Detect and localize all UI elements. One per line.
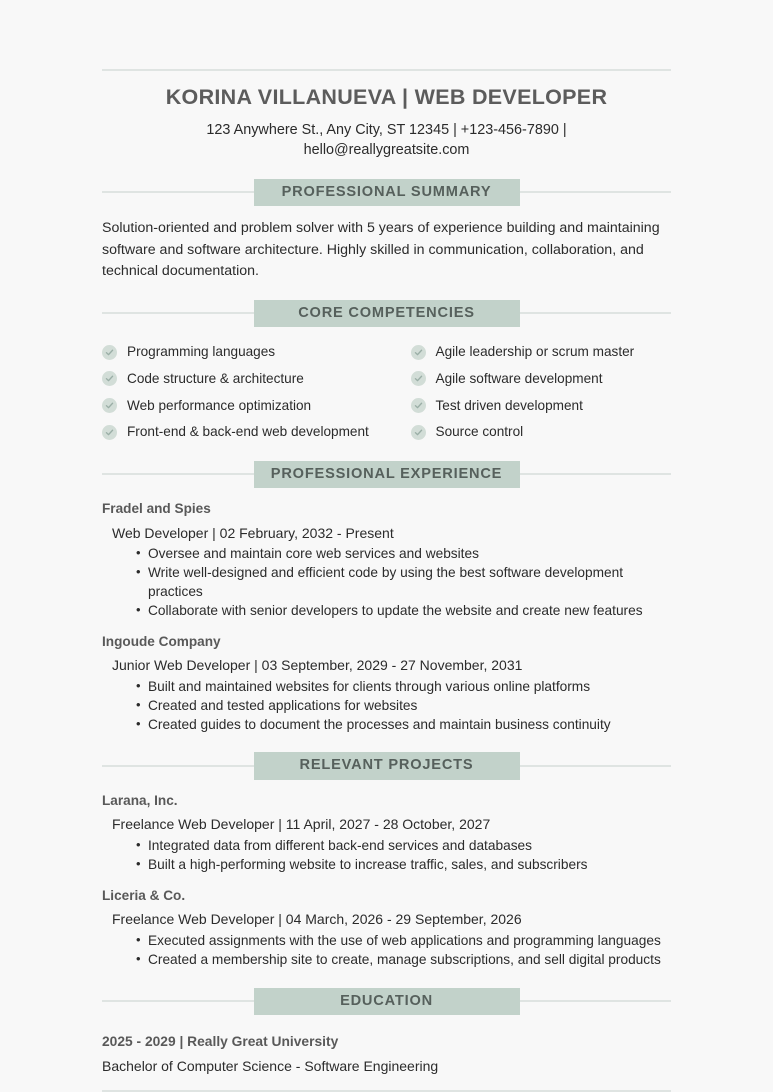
section-header-professional-summary [102, 179, 671, 206]
check-circle-icon [411, 425, 426, 440]
contact-line: 123 Anywhere St., Any City, ST 12345 | +123-456-7890 | hello@reallygreatsite.com [206, 121, 567, 159]
section-header-professional-experience [102, 461, 671, 488]
section-header-core-competencies [102, 300, 671, 327]
organization-name: Fradel and Spies [102, 500, 211, 516]
list-item [411, 424, 696, 440]
list-item: • Created a membership site to create, manage subscriptions, and sell digital products [138, 951, 671, 970]
list-item [411, 344, 696, 360]
check-circle-icon [102, 371, 117, 386]
list-item [411, 371, 696, 387]
role-and-dates: Web Developer | 02 February, 2032 - Present [112, 524, 394, 541]
responsibility-list [102, 837, 671, 875]
section-rule-left [102, 1000, 254, 1002]
check-circle-icon [411, 345, 426, 360]
competency-column-left [102, 344, 387, 441]
section-rule-right [520, 765, 672, 767]
core-competencies-list [102, 344, 671, 441]
list-item: • Executed assignments with the use of web applications and programming languages [138, 932, 671, 951]
role-and-dates: Freelance Web Developer | 04 March, 2026 - 29 September, 2026 [112, 911, 522, 928]
check-circle-icon [411, 371, 426, 386]
section-rule-right [520, 312, 672, 314]
check-circle-icon [102, 398, 117, 413]
responsibility-list [102, 545, 671, 620]
check-circle-icon [102, 345, 117, 360]
competency-column-right [387, 344, 696, 441]
education-years-and-school: 2025 - 2029 | Really Great University [102, 1034, 339, 1050]
section-header-relevant-projects [102, 752, 671, 779]
responsibility-list [102, 932, 671, 970]
list-item [102, 398, 387, 414]
list-item-label: Code structure & architecture [127, 370, 304, 386]
section-header-education [102, 988, 671, 1015]
list-item: • Write well-designed and efficient code by using the best software development practices [138, 564, 671, 602]
responsibility-list [102, 678, 671, 734]
top-divider [102, 69, 671, 71]
list-item-label: Agile leadership or scrum master [435, 343, 635, 359]
section-title-relevant-projects: RELEVANT PROJECTS [254, 752, 520, 779]
section-rule-left [102, 191, 254, 193]
list-item [102, 371, 387, 387]
list-item: • Built a high-performing website to increase traffic, sales, and subscribers [138, 856, 671, 875]
list-item-label: Test driven development [435, 397, 583, 413]
project-entry [102, 887, 671, 970]
section-rule-left [102, 312, 254, 314]
list-item: • Collaborate with senior developers to update the website and create new features [138, 602, 671, 621]
project-entry [102, 792, 671, 875]
section-title-professional-summary: PROFESSIONAL SUMMARY [254, 179, 520, 206]
professional-summary-text: Solution-oriented and problem solver with 5 years of experience building and maintaining software and software architecture. Highly skilled in communication, collaboration, and technical documentation. [102, 219, 660, 280]
check-circle-icon [102, 425, 117, 440]
section-title-professional-experience: PROFESSIONAL EXPERIENCE [254, 461, 520, 488]
section-title-core-competencies: CORE COMPETENCIES [254, 300, 520, 327]
page-title: KORINA VILLANUEVA | WEB DEVELOPER [165, 85, 608, 109]
list-item-label: Web performance optimization [127, 397, 312, 413]
list-item: • Integrated data from different back-end services and databases [138, 837, 671, 856]
section-rule-right [520, 473, 672, 475]
organization-name: Liceria & Co. [102, 887, 186, 903]
list-item: • Built and maintained websites for clients through various online platforms [138, 678, 671, 697]
section-rule-right [520, 1000, 672, 1002]
education-degree: Bachelor of Computer Science - Software Engineering [102, 1057, 439, 1074]
list-item: • Oversee and maintain core web services and websites [138, 545, 671, 564]
list-item-label: Source control [435, 424, 524, 440]
section-rule-left [102, 473, 254, 475]
organization-name: Larana, Inc. [102, 792, 178, 808]
education-entry [102, 1033, 671, 1076]
list-item: • Created guides to document the processes and maintain business continuity [138, 716, 671, 735]
check-circle-icon [411, 398, 426, 413]
experience-entry [102, 500, 671, 621]
list-item-label: Front-end & back-end web development [127, 424, 369, 440]
section-title-education: EDUCATION [254, 988, 520, 1015]
list-item [411, 398, 696, 414]
resume-document [0, 69, 773, 1074]
list-item [102, 424, 387, 440]
experience-entry [102, 633, 671, 735]
section-rule-right [520, 191, 672, 193]
organization-name: Ingoude Company [102, 633, 221, 649]
role-and-dates: Junior Web Developer | 03 September, 2029 - 27 November, 2031 [112, 657, 523, 674]
section-rule-left [102, 765, 254, 767]
list-item-label: Agile software development [435, 370, 603, 386]
role-and-dates: Freelance Web Developer | 11 April, 2027 - 28 October, 2027 [112, 816, 491, 833]
list-item: • Created and tested applications for websites [138, 697, 671, 716]
list-item [102, 344, 387, 360]
list-item-label: Programming languages [127, 343, 276, 359]
